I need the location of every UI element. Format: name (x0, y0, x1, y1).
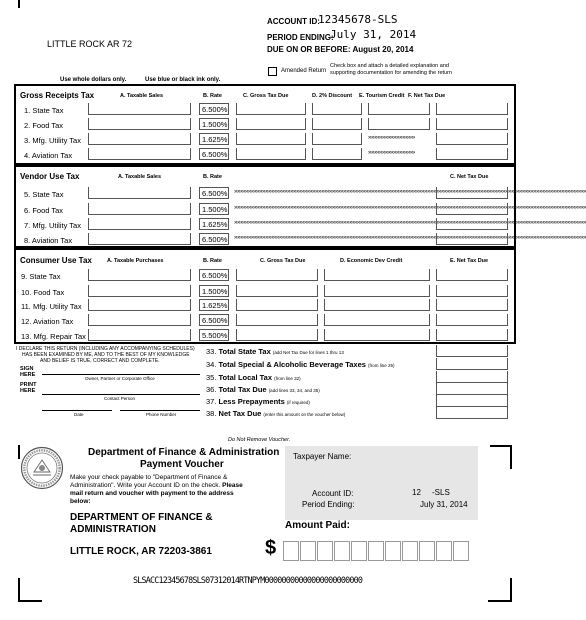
not-applicable-fill: »»»»»»»»»»»»»»» (368, 134, 415, 141)
gross-tax-due-input[interactable] (236, 118, 306, 130)
discount-input[interactable] (312, 103, 362, 115)
gross-tax-due-input[interactable] (236, 269, 318, 281)
print-label: PRINT (20, 382, 37, 388)
consumer-title: Consumer Use Tax (20, 256, 92, 265)
net-tax-due-input[interactable] (436, 103, 508, 115)
taxable-sales-input[interactable] (88, 103, 191, 115)
taxable-sales-input[interactable] (88, 148, 191, 160)
consumer-row-label: 9. State Tax (21, 272, 61, 281)
voucher-instr-2-text: Administration". Write your Account ID on the check. (70, 482, 221, 489)
gross-col-e: E. Tourism Credit (359, 93, 405, 99)
vendor-row-label: 7. Mfg. Utility Tax (24, 221, 81, 230)
net-tax-due-input[interactable] (436, 314, 508, 326)
mail-address-3: LITTLE ROCK, AR 72203-3861 (70, 546, 212, 557)
economic-dev-credit-input[interactable] (324, 299, 430, 311)
total-row (206, 373, 301, 382)
total-note: (add lines 33, 34, and 35) (268, 388, 320, 393)
amount-digit-box[interactable] (283, 541, 299, 561)
declaration-line-1: I DECLARE THIS RETURN (INCLUDING ANY ACCOMPANYING SCHEDULES) (16, 346, 195, 352)
gross-tax-due-input[interactable] (236, 285, 318, 297)
total-label: Total Special & Alcoholic Beverage Taxes (218, 360, 366, 369)
not-applicable-fill: »»»»»»»»»»»»»»»»»»»»»»»»»»»»»»»»»»»»»»»»»»»»»»»»»»»»»»»»»»»»»»»»»»»»»»»»»»»»»»»»»»»»»»»»»»»»»»»»»»»»»»»»»»»»»»»»» (234, 234, 586, 241)
contact-caption: Contact Person (104, 396, 136, 401)
gross-col-b: B. Rate (203, 93, 222, 99)
vendor-row-label: 5. State Tax (24, 190, 64, 199)
rate-value: 6.500% (199, 314, 229, 326)
voucher-instr-4: mail return and voucher with payment to the address (70, 490, 234, 497)
vendor-row-label: 8. Aviation Tax (24, 236, 73, 245)
total-row (206, 347, 344, 356)
taxable-sales-input[interactable] (88, 133, 191, 145)
amount-digit-box[interactable] (351, 541, 367, 561)
voucher-instr-2 (70, 482, 243, 489)
amount-paid-boxes[interactable] (283, 541, 473, 563)
gross-row-label: 3. Mfg. Utility Tax (24, 136, 81, 145)
total-label: Net Tax Due (218, 409, 262, 418)
net-tax-due-input[interactable] (436, 187, 508, 199)
rate-value: 6.500% (199, 148, 229, 160)
gross-col-d: D. 2% Discount (312, 93, 353, 99)
total-row (206, 397, 310, 406)
gross-tax-due-input[interactable] (236, 314, 318, 326)
taxable-purchases-input[interactable] (88, 299, 191, 311)
taxable-sales-input[interactable] (88, 218, 191, 230)
taxable-purchases-input[interactable] (88, 314, 191, 326)
rate-value: 1.500% (199, 118, 229, 130)
taxable-purchases-input[interactable] (88, 285, 191, 297)
registration-mark-mid-right (490, 445, 512, 469)
not-applicable-fill: »»»»»»»»»»»»»»»»»»»»»»»»»»»»»»»»»»»»»»»»»»»»»»»»»»»»»»»»»»»»»»»»»»»»»»»»»»»»»»»»»»»»»»»»»»»»»»»»»»»»»»»»»»»»»»»»» (234, 219, 586, 226)
consumer-row-label: 12. Aviation Tax (21, 317, 74, 326)
tourism-credit-input[interactable] (368, 118, 430, 130)
vendor-col-c: C. Net Tax Due (450, 174, 489, 180)
amount-digit-box[interactable] (436, 541, 452, 561)
declaration-line-2: HAS BEEN EXAMINED BY ME, AND TO THE BEST OF MY KNOWLEDGE (22, 352, 190, 358)
gross-tax-due-input[interactable] (236, 103, 306, 115)
consumer-col-e: E. Net Tax Due (450, 258, 489, 264)
rate-value: 1.625% (199, 133, 229, 145)
not-applicable-fill: »»»»»»»»»»»»»»»»»»»»»»»»»»»»»»»»»»»»»»»»»»»»»»»»»»»»»»»»»»»»»»»»»»»»»»»»»»»»»»»»»»»»»»»»»»»»»»»»»»»»»»»»»»»»»»»»» (234, 188, 586, 195)
total-number: 36. (206, 385, 217, 394)
voucher-instr-5: below: (70, 498, 91, 505)
period-ending-value: July 31, 2014 (330, 28, 417, 41)
net-tax-due-input[interactable] (436, 203, 508, 215)
due-date: August 20, 2014 (352, 45, 414, 54)
economic-dev-credit-input[interactable] (324, 329, 430, 341)
due-label: DUE ON OR BEFORE: (267, 45, 351, 54)
net-tax-due-input[interactable] (436, 148, 508, 160)
owner-caption: Owner, Partner or Corporate Office (85, 376, 155, 381)
vendor-title: Vendor Use Tax (20, 172, 80, 181)
not-applicable-fill: »»»»»»»»»»»»»»»»»»»»»»»»»»»»»»»»»»»»»»»»»»»»»»»»»»»»»»»»»»»»»»»»»»»»»»»»»»»»»»»»»»»»»»»»»»»»»»»»»»»»»»»»»»»»»»»»» (234, 204, 586, 211)
amount-digit-box[interactable] (300, 541, 316, 561)
period-ending-label: PERIOD ENDING: (267, 33, 334, 42)
tourism-credit-input[interactable] (368, 103, 430, 115)
note-whole-dollars: Use whole dollars only. (60, 77, 127, 83)
registration-mark-bottom-right (488, 578, 512, 602)
amount-digit-box[interactable] (453, 541, 469, 561)
registration-mark-bottom-left (18, 578, 42, 602)
vendor-row-label: 6. Food Tax (24, 206, 64, 215)
rate-value: 6.500% (199, 233, 229, 245)
total-note: (enter this amount on the voucher below) (263, 412, 346, 417)
economic-dev-credit-input[interactable] (324, 269, 430, 281)
ocr-scanline: SLSACC12345678SLS07312014RTNPYM00000000000000000000000 (133, 575, 363, 585)
rate-value: 6.500% (199, 103, 229, 115)
total-label: Less Prepayments (218, 397, 285, 406)
sign-label: SIGN (20, 366, 34, 372)
rate-value: 5.500% (199, 329, 229, 341)
voucher-instr-3: Please (222, 482, 243, 489)
phone-caption: Phone Number (146, 412, 177, 417)
amended-label: Amended Return (281, 68, 327, 74)
taxable-purchases-input[interactable] (88, 329, 191, 341)
signature-line[interactable] (42, 374, 200, 375)
net-tax-due-input[interactable] (436, 118, 508, 130)
net-tax-due-input[interactable] (436, 285, 508, 297)
note-ink: Use blue or black ink only. (145, 77, 221, 83)
do-not-remove-note: Do Not Remove Voucher. (228, 437, 291, 443)
gross-col-c: C. Gross Tax Due (243, 93, 289, 99)
declaration-line-3: AND BELIEF IS TRUE, CORRECT AND COMPLETE. (40, 358, 160, 364)
gross-col-f: F. Net Tax Due (408, 93, 446, 99)
mail-address-1: DEPARTMENT OF FINANCE & (70, 512, 213, 523)
discount-input[interactable] (312, 133, 362, 145)
registration-mark-top-left (18, 0, 20, 8)
net-tax-due-input[interactable] (436, 133, 508, 145)
voucher-period-value: July 31, 2014 (420, 500, 468, 509)
amount-digit-box[interactable] (385, 541, 401, 561)
gross-tax-due-input[interactable] (236, 329, 318, 341)
amount-digit-box[interactable] (402, 541, 418, 561)
discount-input[interactable] (312, 148, 362, 160)
total-number: 38. (206, 409, 217, 418)
consumer-row-label: 11. Mfg. Utility Tax (21, 302, 82, 311)
total-row (206, 360, 395, 369)
taxpayer-city: LITTLE ROCK AR 72 (47, 39, 133, 49)
amount-digit-box[interactable] (419, 541, 435, 561)
amended-note: Check box and attach a detailed explanation and supporting documentation for amending the return (330, 63, 452, 76)
net-tax-due-input[interactable] (436, 329, 508, 341)
total-label: Total Local Tax (218, 373, 273, 382)
amount-digit-box[interactable] (368, 541, 384, 561)
account-id-label: ACCOUNT ID: (267, 17, 320, 26)
date-caption: Date (74, 412, 84, 417)
total-amount-input[interactable] (436, 383, 508, 395)
total-label: Total Tax Due (218, 385, 267, 394)
dollar-sign: $ (265, 537, 277, 559)
total-number: 33. (206, 347, 217, 356)
discount-input[interactable] (312, 118, 362, 130)
amended-checkbox[interactable] (268, 67, 277, 76)
total-row (206, 409, 345, 418)
net-tax-due-input[interactable] (436, 218, 508, 230)
total-number: 37. (206, 397, 217, 406)
date-line[interactable] (42, 410, 112, 411)
total-number: 34. (206, 360, 217, 369)
economic-dev-credit-input[interactable] (324, 314, 430, 326)
phone-line[interactable] (120, 410, 200, 411)
total-label: Total State Tax (218, 347, 271, 356)
voucher-account-value: 12 -SLS (412, 488, 450, 497)
taxable-purchases-input[interactable] (88, 269, 191, 281)
consumer-row-label: 13. Mfg. Repair Tax (21, 332, 86, 341)
economic-dev-credit-input[interactable] (324, 285, 430, 297)
taxable-sales-input[interactable] (88, 203, 191, 215)
gross-title: Gross Receipts Tax (20, 91, 95, 100)
net-tax-due-input[interactable] (436, 233, 508, 245)
rate-value: 6.500% (199, 269, 229, 281)
not-applicable-fill: »»»»»»»»»»»»»»» (368, 149, 415, 156)
total-amount-input[interactable] (436, 395, 508, 407)
amount-paid-label: Amount Paid: (285, 520, 350, 531)
total-note: (from line 25) (368, 363, 395, 368)
vendor-col-a: A. Taxable Sales (118, 174, 162, 180)
taxpayer-name-label: Taxpayer Name: (293, 452, 352, 461)
rate-value: 1.625% (199, 218, 229, 230)
consumer-col-a: A. Taxable Purchases (107, 258, 164, 264)
account-id-value: 12345678-SLS (318, 13, 398, 26)
taxable-sales-input[interactable] (88, 233, 191, 245)
consumer-col-c: C. Gross Tax Due (260, 258, 306, 264)
gross-row-label: 1. State Tax (24, 106, 64, 115)
total-note: (if required) (286, 400, 310, 405)
total-amount-input[interactable] (436, 407, 508, 419)
gross-col-a: A. Taxable Sales (120, 93, 164, 99)
amount-digit-box[interactable] (334, 541, 350, 561)
net-tax-due-input[interactable] (436, 269, 508, 281)
voucher-title: Payment Voucher (140, 459, 224, 470)
total-amount-input[interactable] (436, 345, 508, 357)
total-amount-input[interactable] (436, 371, 508, 383)
voucher-instr-1: Make your check payable to "Department of Finance & (70, 474, 228, 481)
state-seal-icon (20, 446, 64, 490)
total-note: (from line 32) (274, 376, 301, 381)
total-amount-input[interactable] (436, 358, 508, 370)
gross-tax-due-input[interactable] (236, 148, 306, 160)
rate-value: 6.500% (199, 187, 229, 199)
rate-value: 1.500% (199, 203, 229, 215)
here-label: HERE (20, 372, 36, 378)
voucher-dept-title: Department of Finance & Administration (88, 447, 280, 458)
taxable-sales-input[interactable] (88, 187, 191, 199)
voucher-period-label: Period Ending: (302, 500, 355, 509)
due-date-label (267, 45, 413, 54)
gross-tax-due-input[interactable] (236, 133, 306, 145)
total-number: 35. (206, 373, 217, 382)
net-tax-due-input[interactable] (436, 299, 508, 311)
gross-row-label: 2. Food Tax (24, 121, 64, 130)
amount-digit-box[interactable] (317, 541, 333, 561)
consumer-col-b: B. Rate (203, 258, 222, 264)
rate-value: 1.500% (199, 285, 229, 297)
print-name-line[interactable] (42, 394, 200, 395)
voucher-account-label: Account ID: (312, 489, 354, 498)
mail-address-2: ADMINISTRATION (70, 524, 156, 535)
gross-tax-due-input[interactable] (236, 299, 318, 311)
consumer-row-label: 10. Food Tax (21, 288, 65, 297)
consumer-col-d: D. Economic Dev Credit (340, 258, 403, 264)
taxable-sales-input[interactable] (88, 118, 191, 130)
print-here-label: HERE (20, 388, 36, 394)
vendor-col-b: B. Rate (203, 174, 222, 180)
gross-row-label: 4. Aviation Tax (24, 151, 73, 160)
total-note: (add Net Tax Due for lines 1 thru 13 (272, 350, 344, 355)
rate-value: 1.625% (199, 299, 229, 311)
total-row (206, 385, 320, 394)
